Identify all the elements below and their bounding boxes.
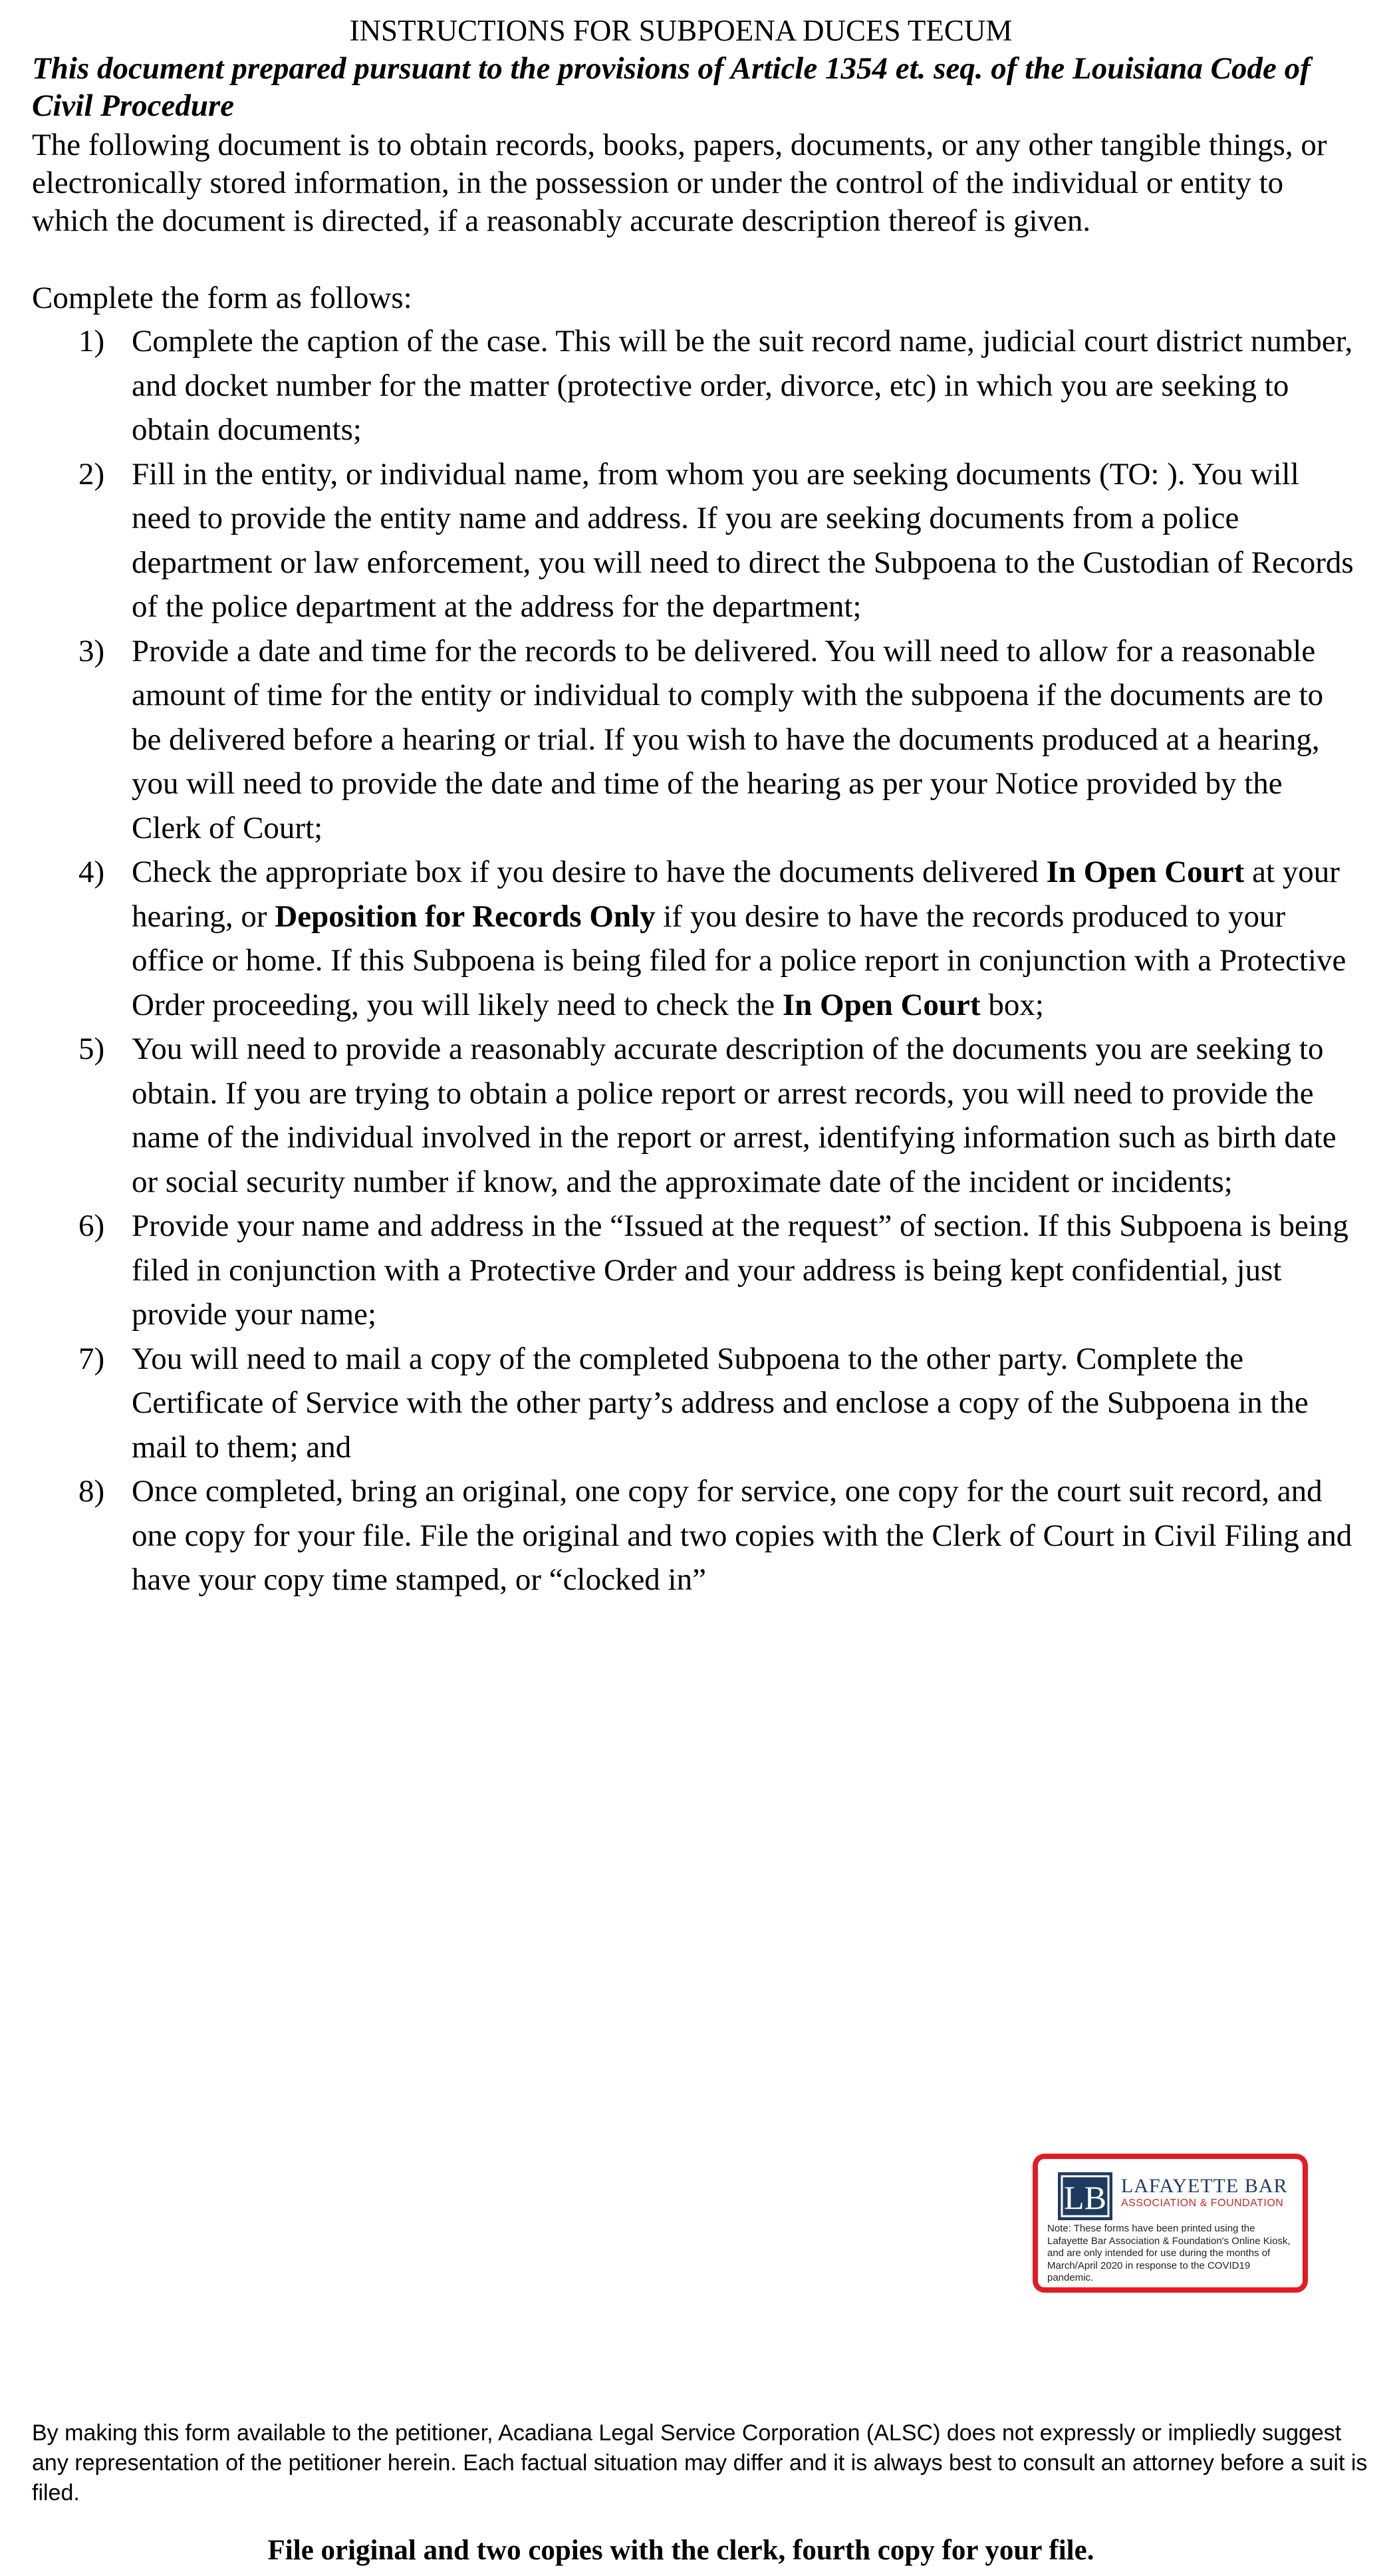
lafayette-bar-badge [1033,2154,1308,2293]
step-text: Provide a date and time for the records to be delivered. You will need to allow for a reasonable amount of time for the entity or individual to comply with the subpoena if the documents are to be delivered before a hearing or trial. If you wish to have the documents produced at a hearing, you will need to provide the date and time of the hearing as per your Notice provided by the Clerk of Court; [132,633,1324,845]
deposition-records-term: Deposition for Records Only [275,899,656,934]
authority-statement: This document prepared pursuant to the provisions of Article 1354 et. seq. of the Louisiana Code of Civil Procedure [32,51,1311,123]
step-number: 1) [78,324,105,358]
instruction-step-4 [78,850,1355,1027]
instruction-step-8 [78,1469,1355,1602]
step-number: 6) [78,1209,105,1243]
step-text: box; [980,987,1044,1022]
lb-logo-icon [1058,2172,1112,2220]
intro-paragraph: The following document is to obtain records, books, papers, documents, or any other tangible things, or electronically stored information, in the possession or under the control of the individual or entity to which the document is directed, if a reasonably accurate description thereof is given. [32,128,1327,238]
logo-letters: LB [1064,2179,1106,2216]
step-text: at your hearing, or [132,855,1340,934]
step-number: 7) [78,1341,105,1376]
complete-form-label: Complete the form as follows: [32,281,412,315]
disclaimer: By making this form available to the petitioner, Acadiana Legal Service Corporation (ALSC) does not expressly or impliedly suggest any representation of the petitioner herein. Each factual situation may differ and it is always best to consult an attorney before a suit is filed. [32,2420,1368,2505]
step-text: Provide your name and address in the “Issued at the request” of section. If this Subpoena is being filed in conjunction with a Protective Order and your address is being kept confidential, just provide your name; [132,1209,1348,1332]
instruction-step-1 [78,319,1355,452]
step-text: You will need to mail a copy of the completed Subpoena to the other party. Complete the Certificate of Service with the other party’s address and enclose a copy of the Subpoena in the mail to them; and [132,1341,1309,1465]
badge-note: Note: These forms have been printed using the Lafayette Bar Association & Foundation's Online Kiosk, and are only intended for use during the months of March/April 2020 in response to the COVID19 pandemic. [1047,2223,1291,2283]
step-number: 5) [78,1032,105,1066]
step-text: You will need to provide a reasonably accurate description of the documents you are seeking to obtain. If you are trying to obtain a police report or arrest records, you will need to provide the name of the individual involved in the report or arrest, identifying information such as birth date or social security number if know, and the approximate date of the incident or incidents; [132,1032,1336,1199]
filing-footer: File original and two copies with the clerk, fourth copy for your file. [267,2535,1094,2566]
badge-org-name: LAFAYETTE BAR [1121,2175,1288,2197]
step-number: 3) [78,633,105,668]
in-open-court-term: In Open Court [1046,855,1245,889]
instruction-step-7 [78,1337,1355,1470]
step-text: Complete the caption of the case. This will be the suit record name, judicial court district number, and docket number for the matter (protective order, divorce, etc) in which you are seeking to obtain documents; [132,324,1353,447]
in-open-court-term: In Open Court [782,987,981,1022]
instruction-step-3 [78,629,1355,851]
instruction-step-2 [78,452,1355,629]
step-text: Fill in the entity, or individual name, from whom you are seeking documents (TO: ). You will need to provide the entity name and address. If you are seeking documents from a police department or law enforcement, you will need to direct the Subpoena to the Custodian of Records of the police department at the address for the department; [132,456,1354,624]
step-number: 8) [78,1474,105,1508]
instruction-step-5 [78,1027,1355,1204]
step-number: 2) [78,456,105,492]
step-text: Once completed, bring an original, one copy for service, one copy for the court suit record, and one copy for your file. File the original and two copies with the Clerk of Court in Civil Filing and have your copy time stamped, or “clocked in” [132,1474,1352,1597]
step-number: 4) [78,855,105,889]
page-title: INSTRUCTIONS FOR SUBPOENA DUCES TECUM [349,14,1013,47]
step-text: Check the appropriate box if you desire to have the documents delivered [132,855,1047,889]
instruction-steps [78,319,1355,1602]
instruction-step-6 [78,1204,1355,1337]
step-text: if you desire to have the records produced to your office or home. If this Subpoena is being filed for a police report in conjunction with a Protective Order proceeding, you will likely need to check the [132,899,1346,1022]
badge-org-subtitle: ASSOCIATION & FOUNDATION [1121,2198,1284,2209]
